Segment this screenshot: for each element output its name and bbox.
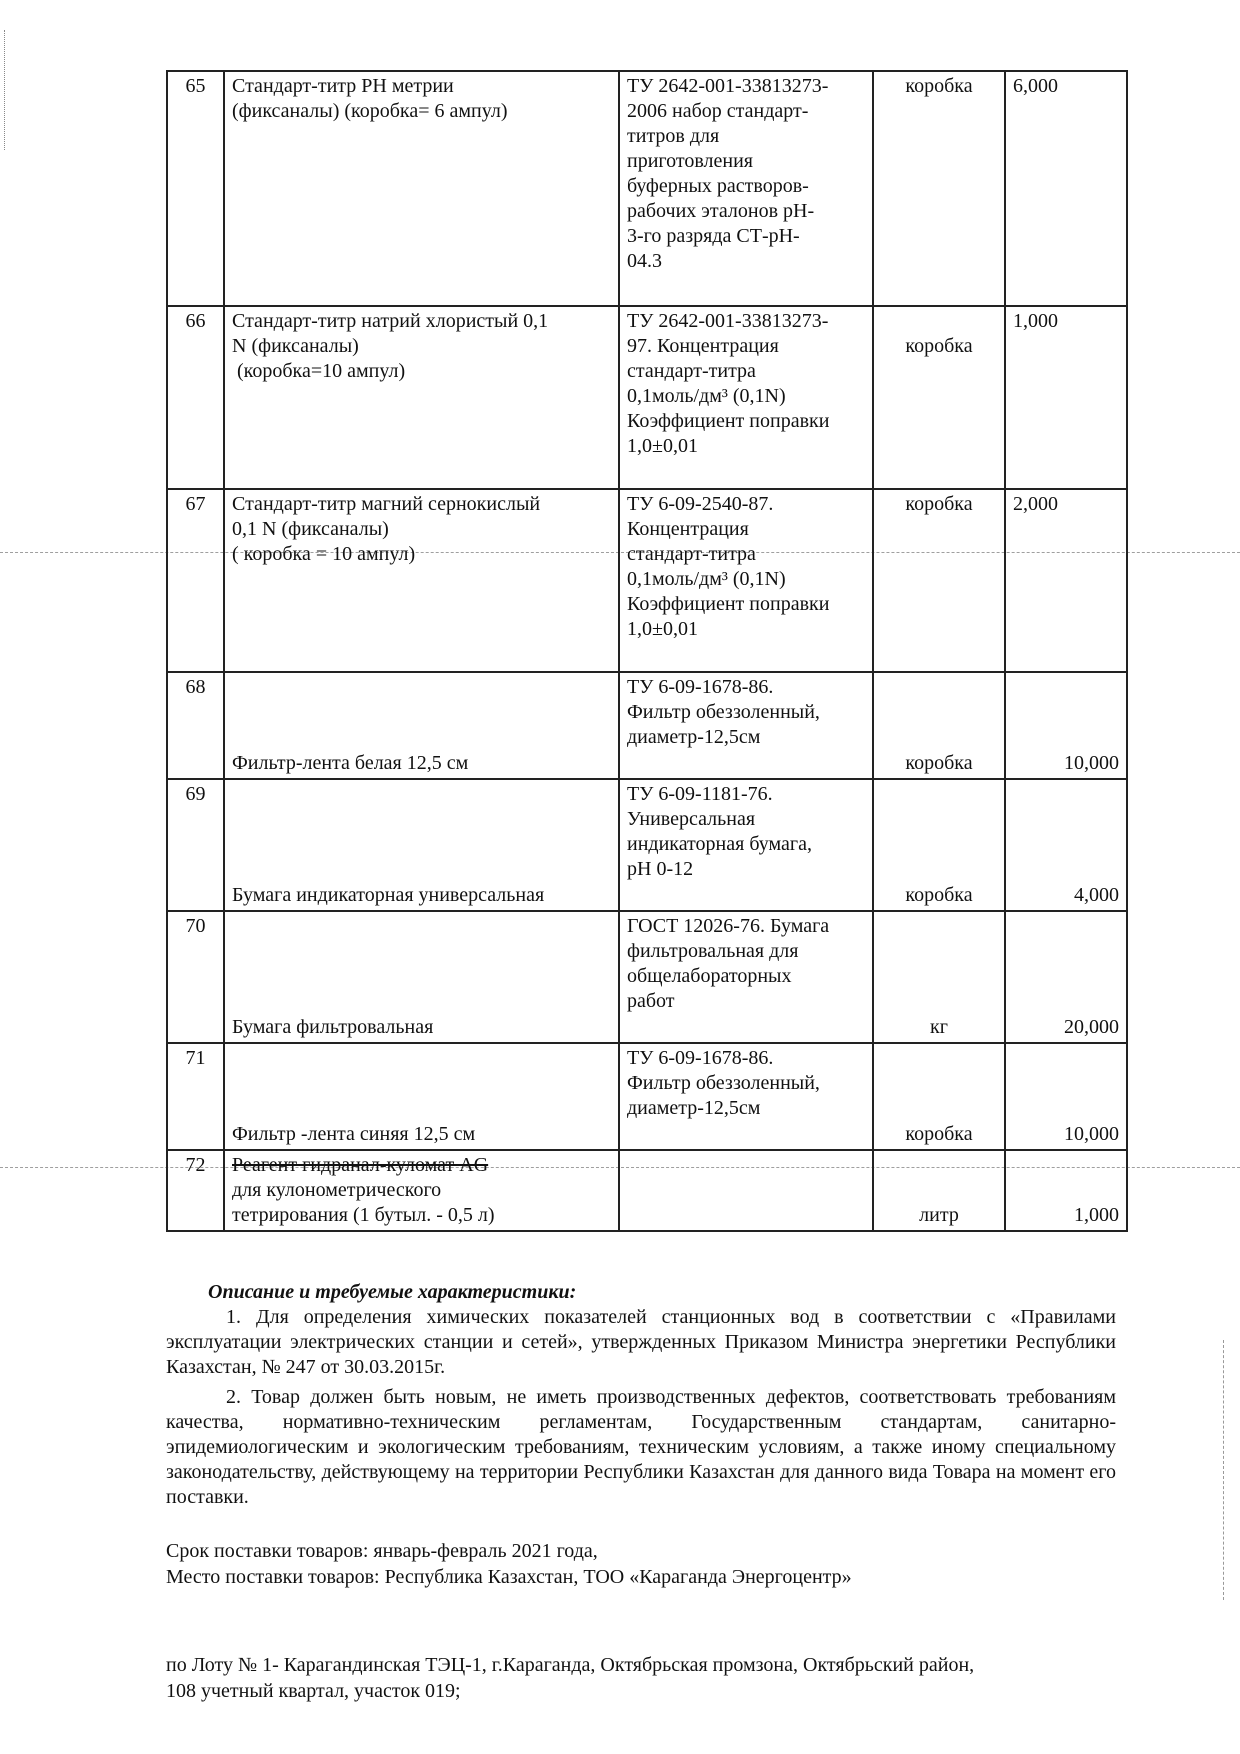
item-quantity: 1,000 [1005, 306, 1127, 489]
table-row [167, 1043, 1127, 1150]
scan-edge-marks [4, 30, 8, 150]
table-row [167, 489, 1127, 672]
item-unit: коробка [873, 489, 1005, 672]
item-quantity: 4,000 [1005, 779, 1127, 911]
item-name [224, 306, 619, 489]
item-spec-line: диаметр-12,5см [627, 1097, 761, 1119]
table-row [167, 779, 1127, 911]
row-number: 66 [167, 306, 224, 489]
item-name-line: N (фиксаналы) [232, 335, 359, 357]
item-name-line: Бумага фильтровальная [232, 1016, 434, 1038]
item-name-line: Стандарт-титр РН метрии [232, 75, 454, 97]
item-name-line: Стандарт-титр магний сернокислый [232, 493, 541, 515]
goods-table [166, 70, 1128, 1232]
row-number: 65 [167, 71, 224, 306]
item-spec-line: 1,0±0,01 [627, 435, 698, 457]
item-name [224, 489, 619, 672]
item-spec-line: рН 0-12 [627, 858, 694, 880]
lot-address [166, 1652, 1126, 1704]
item-name-line: Фильтр-лента белая 12,5 см [232, 752, 469, 774]
item-spec-line: ГОСТ 12026-76. Бумага [627, 915, 830, 937]
item-spec-line: общелабораторных [627, 965, 792, 987]
item-name-line: Бумага индикаторная универсальная [232, 884, 545, 906]
item-spec-line: Фильтр обеззоленный, [627, 701, 820, 723]
item-spec-line: ТУ 2642-001-33813273- [627, 75, 829, 97]
item-spec-line: фильтровальная для [627, 940, 799, 962]
requirements-section [166, 1280, 1116, 1510]
item-quantity: 10,000 [1005, 672, 1127, 779]
item-spec [619, 1150, 873, 1231]
item-spec-line: Фильтр обеззоленный, [627, 1072, 820, 1094]
item-spec-line: стандарт-титра [627, 360, 756, 382]
item-name [224, 672, 619, 779]
item-spec-line: 0,1моль/дм³ (0,1N) [627, 568, 786, 590]
item-spec-line: 97. Концентрация [627, 335, 779, 357]
item-spec-line: стандарт-титра [627, 543, 756, 565]
item-name-line: 0,1 N (фиксаналы) [232, 518, 389, 540]
item-spec-line: рабочих эталонов рН- [627, 200, 815, 222]
item-spec-line: титров для [627, 125, 720, 147]
lot-address-line: по Лоту № 1- Карагандинская ТЭЦ-1, г.Караганда, Октябрьская промзона, Октябрьский район, [166, 1654, 975, 1676]
item-spec [619, 489, 873, 672]
item-name [224, 1043, 619, 1150]
table-row [167, 1150, 1127, 1231]
item-unit: коробка [873, 1043, 1005, 1150]
row-number: 67 [167, 489, 224, 672]
item-spec-line: ТУ 2642-001-33813273- [627, 310, 829, 332]
requirements-heading: Описание и требуемые характеристики: [208, 1281, 577, 1303]
item-name-line: (коробка=10 ампул) [232, 360, 406, 382]
item-spec [619, 306, 873, 489]
delivery-term: Срок поставки товаров: январь-февраль 2021 года, [166, 1540, 598, 1562]
row-number: 71 [167, 1043, 224, 1150]
table-row [167, 672, 1127, 779]
table-row [167, 306, 1127, 489]
item-name-line-struck: Реагент гидранал-куломат AG [232, 1154, 489, 1176]
item-unit-text: коробка [905, 335, 973, 357]
item-spec-line: 3-го разряда СТ-рН- [627, 225, 800, 247]
item-spec-line: диаметр-12,5см [627, 726, 761, 748]
item-spec-line: ТУ 6-09-2540-87. [627, 493, 774, 515]
item-unit [873, 306, 1005, 489]
item-spec-line: Концентрация [627, 518, 749, 540]
item-unit: коробка [873, 779, 1005, 911]
table-row [167, 71, 1127, 306]
requirements-paragraph: 1. Для определения химических показателей станционных вод в соответствии с «Правилами эксплуатации электрических станции и сетей», утвержденных Приказом Министра энергетики Республики Казахстан, № 247 от 30.03.2015г. [166, 1306, 1116, 1378]
item-unit: литр [873, 1150, 1005, 1231]
item-spec-line: 1,0±0,01 [627, 618, 698, 640]
item-name [224, 71, 619, 306]
item-spec-line: ТУ 6-09-1678-86. [627, 1047, 774, 1069]
item-quantity: 1,000 [1005, 1150, 1127, 1231]
row-number: 69 [167, 779, 224, 911]
row-number: 68 [167, 672, 224, 779]
row-number: 70 [167, 911, 224, 1043]
item-spec [619, 672, 873, 779]
item-quantity: 20,000 [1005, 911, 1127, 1043]
row-number: 72 [167, 1150, 224, 1231]
item-quantity: 6,000 [1005, 71, 1127, 306]
table-row [167, 911, 1127, 1043]
item-spec-line: Универсальная [627, 808, 756, 830]
requirements-paragraph: 2. Товар должен быть новым, не иметь производственных дефектов, соответствовать требованиям качества, нормативно-техническим регламентам, Государственным стандартам, санитарно-эпидемиологическим и экологическим требованиям, техническим условиям, а также иному специальному законодательству, действующему на территории Республики Казахстан для данного вида Товара на момент его поставки. [166, 1386, 1116, 1508]
item-spec [619, 71, 873, 306]
delivery-place: Место поставки товаров: Республика Казахстан, ТОО «Караганда Энергоцентр» [166, 1566, 852, 1588]
item-name-line: (фиксаналы) (коробка= 6 ампул) [232, 100, 508, 122]
item-spec-line: 2006 набор стандарт- [627, 100, 809, 122]
item-name-line: ( коробка = 10 ампул) [232, 543, 416, 565]
item-spec-line: Коэффициент поправки [627, 593, 830, 615]
item-quantity: 10,000 [1005, 1043, 1127, 1150]
scan-edge-marks-right [1223, 1340, 1226, 1600]
item-spec-line: ТУ 6-09-1181-76. [627, 783, 773, 805]
item-spec-line: работ [627, 990, 675, 1012]
item-name [224, 911, 619, 1043]
item-name-line: Стандарт-титр натрий хлористый 0,1 [232, 310, 549, 332]
item-name [224, 1150, 619, 1231]
item-name-line: Фильтр -лента синяя 12,5 см [232, 1123, 476, 1145]
item-spec-line: 04.3 [627, 250, 662, 272]
item-name-line: тетрирования (1 бутыл. - 0,5 л) [232, 1204, 495, 1226]
item-quantity: 2,000 [1005, 489, 1127, 672]
item-spec [619, 911, 873, 1043]
delivery-info [166, 1538, 1126, 1590]
item-spec [619, 1043, 873, 1150]
item-name-line: для кулонометрического [232, 1179, 442, 1201]
item-spec-line: Коэффициент поправки [627, 410, 830, 432]
lot-address-line: 108 учетный квартал, участок 019; [166, 1680, 461, 1702]
item-spec-line: приготовления [627, 150, 753, 172]
item-spec-line: буферных растворов- [627, 175, 809, 197]
item-name [224, 779, 619, 911]
item-spec-line: ТУ 6-09-1678-86. [627, 676, 774, 698]
item-spec-line: 0,1моль/дм³ (0,1N) [627, 385, 786, 407]
item-unit: кг [873, 911, 1005, 1043]
item-spec [619, 779, 873, 911]
item-unit: коробка [873, 71, 1005, 306]
item-unit: коробка [873, 672, 1005, 779]
item-spec-line: индикаторная бумага, [627, 833, 812, 855]
